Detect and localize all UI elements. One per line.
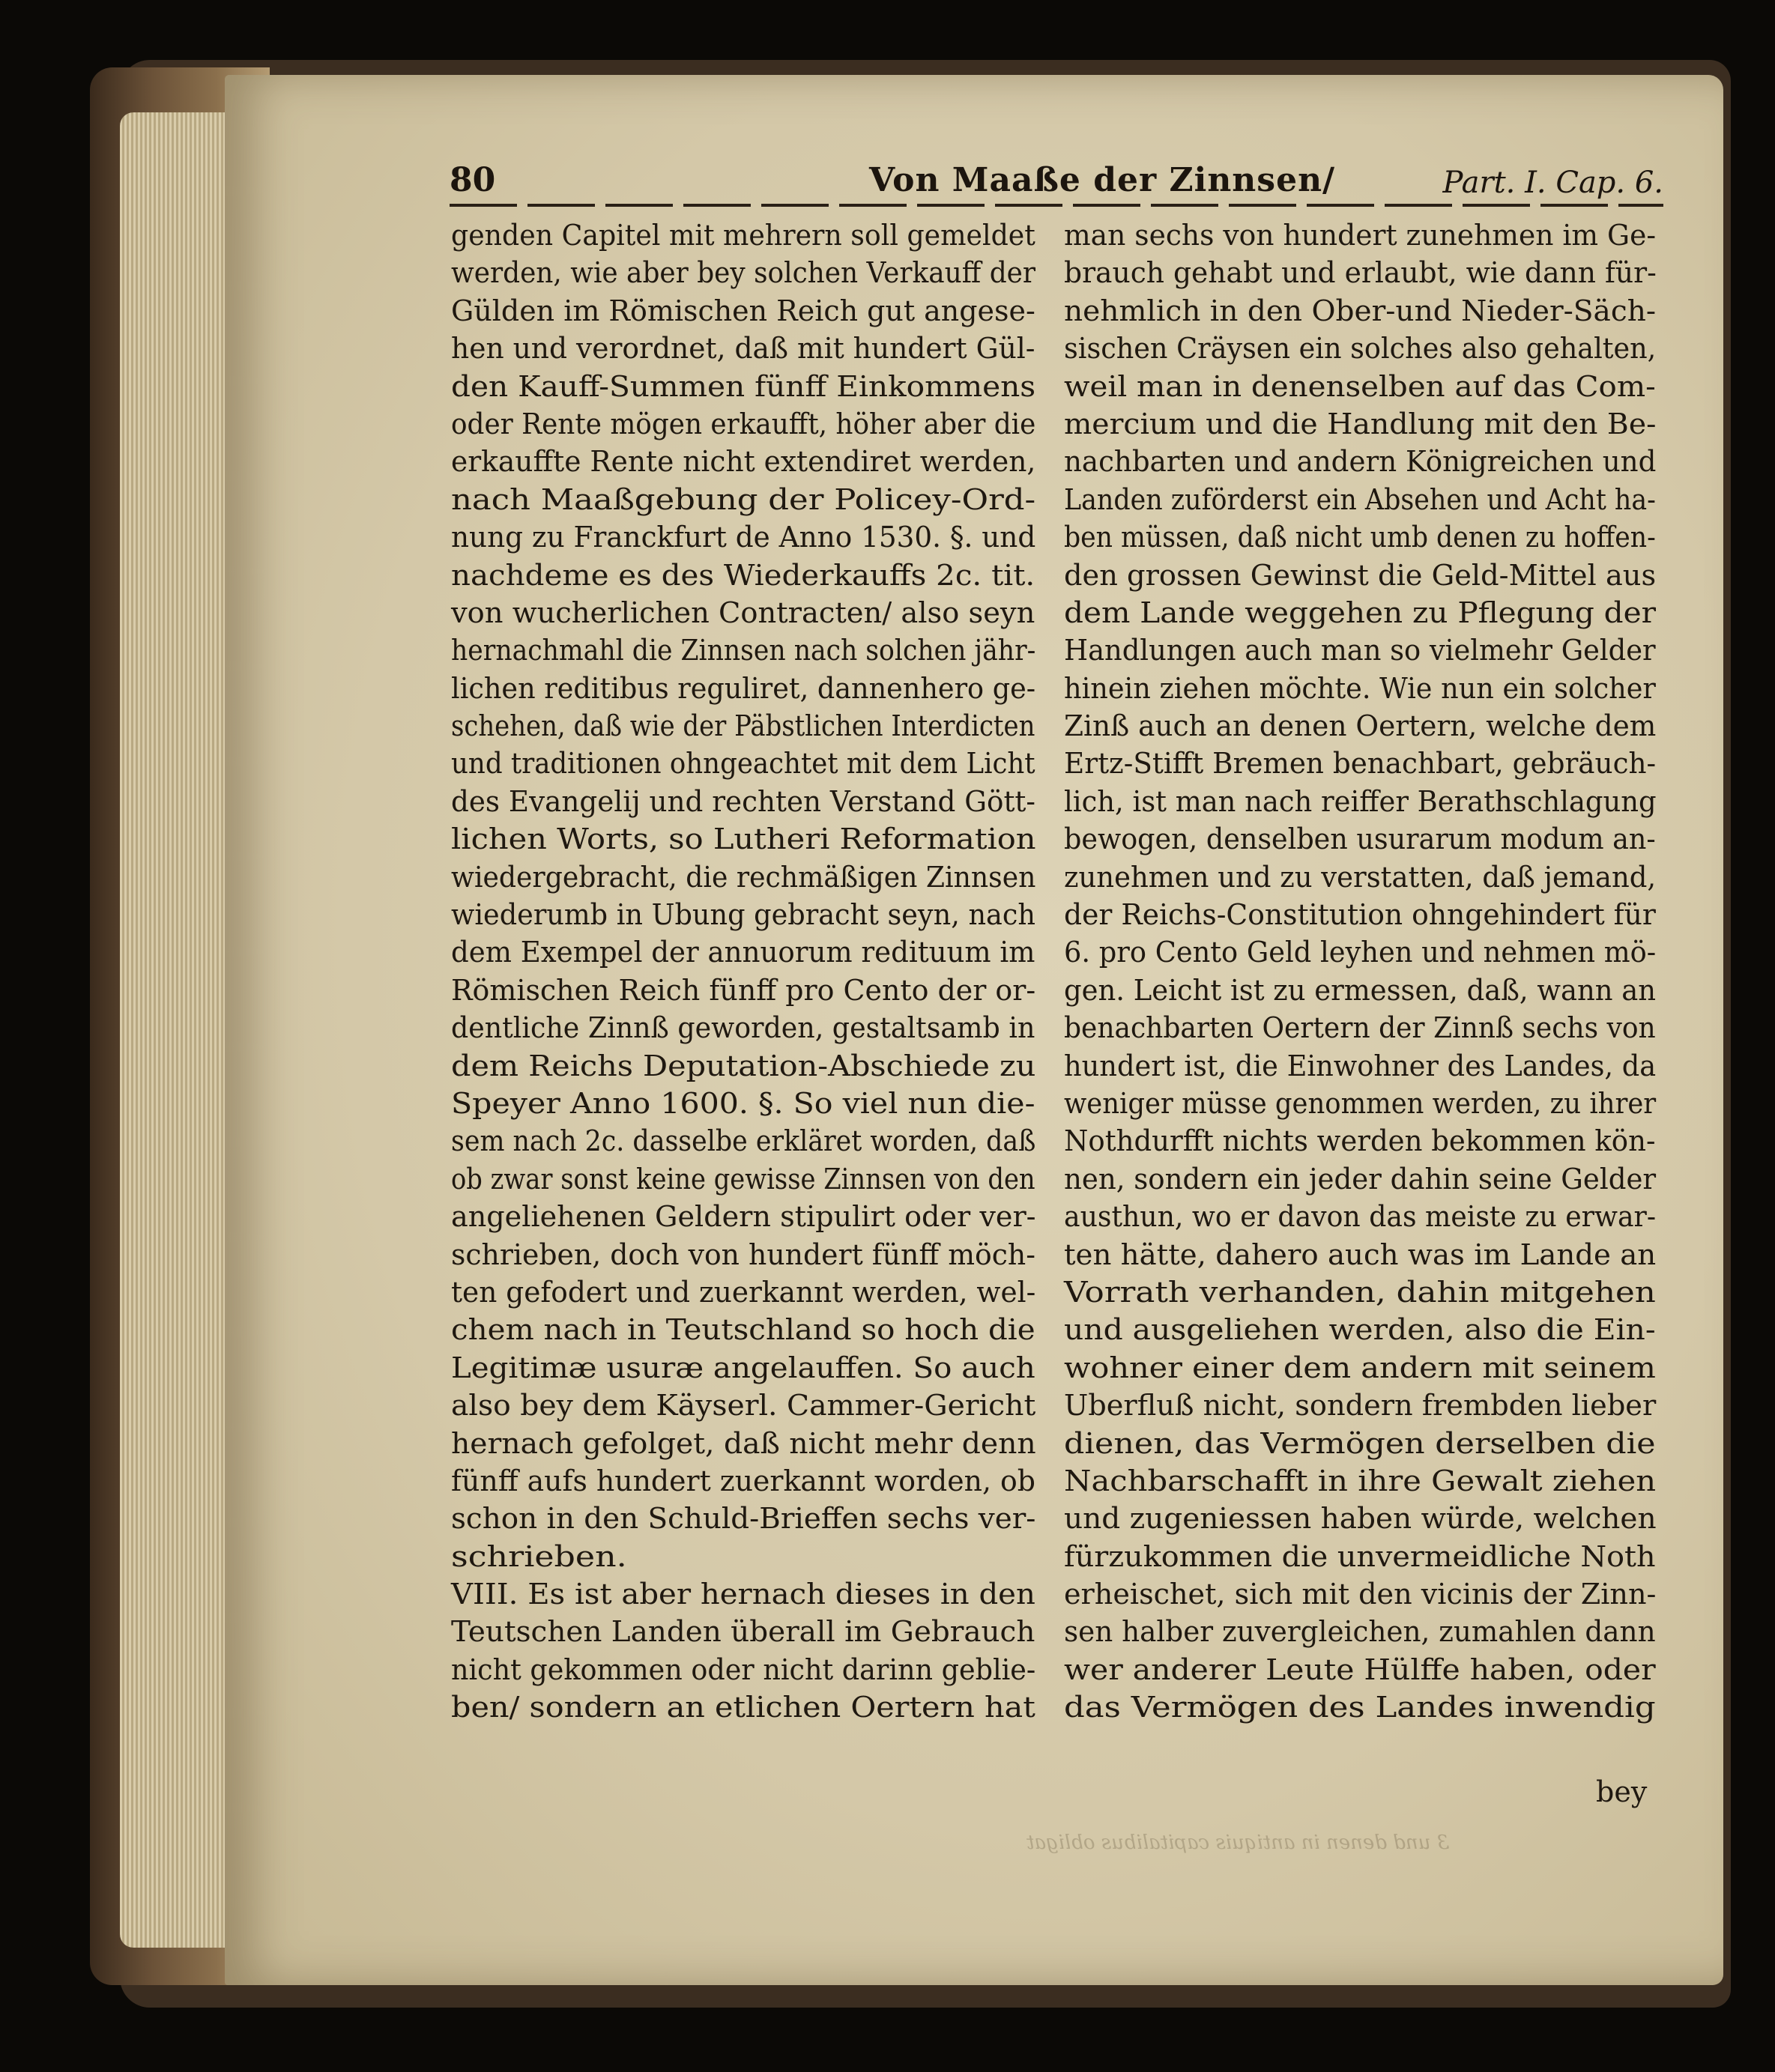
text-line: Uberfluß nicht, sondern frembden lieber xyxy=(1064,1389,1657,1423)
text-line: ben/ sondern an etlichen Oertern hat xyxy=(451,1691,1035,1725)
text-line: nehmlich in den Ober-und Nieder-Säch- xyxy=(1064,294,1657,328)
text-line: erheischet, sich mit den vicinis der Zinn- xyxy=(1064,1578,1657,1612)
text-line: des Evangelij und rechten Verstand Gött- xyxy=(451,784,1035,819)
text-line: Handlungen auch man so vielmehr Gelder xyxy=(1064,634,1656,668)
text-line: ten hätte, dahero auch was im Lande an xyxy=(1064,1238,1657,1272)
text-line: hen und verordnet, daß mit hundert Gül- xyxy=(451,332,1035,366)
text-line: dienen, das Vermögen derselben die xyxy=(1064,1426,1656,1461)
text-line: mercium und die Handlung mit den Be- xyxy=(1064,407,1657,441)
text-line: nen, sondern ein jeder dahin seine Gelder xyxy=(1064,1162,1657,1196)
text-line: nach Maaßgebung der Policey-Ord- xyxy=(451,482,1036,517)
text-line: 6. pro Cento Geld leyhen und nehmen mö- xyxy=(1064,936,1657,970)
text-line: VIII. Es ist aber hernach dieses in den xyxy=(451,1578,1035,1612)
text-line: weil man in denenselben auf das Com- xyxy=(1064,369,1656,404)
left-text-column xyxy=(451,217,1035,1727)
right-text-column xyxy=(1064,217,1656,1727)
text-line: austhun, wo er davon das meiste zu erwar- xyxy=(1064,1200,1657,1235)
text-line: nicht gekommen oder nicht darinn geblie- xyxy=(451,1653,1036,1687)
page-number: 80 xyxy=(450,161,496,199)
text-line: weniger müsse genommen werden, zu ihrer xyxy=(1064,1086,1657,1121)
text-line: Legitimæ usuræ angelauffen. So auch xyxy=(451,1351,1035,1385)
text-line: schehen, daß wie der Päbstlichen Interdicten xyxy=(451,709,1035,744)
text-line: sischen Cräysen ein solches also gehalten, xyxy=(1064,332,1657,366)
text-line: werden, wie aber bey solchen Verkauff der xyxy=(451,256,1036,291)
text-line: schrieben. xyxy=(451,1539,627,1574)
section-reference: Part. I. Cap. 6. xyxy=(1442,166,1663,200)
text-line: Speyer Anno 1600. §. So viel nun die- xyxy=(451,1086,1035,1121)
text-line: und zugeniessen haben würde, welchen xyxy=(1064,1502,1657,1536)
text-line: bewogen, denselben usurarum modum an- xyxy=(1064,823,1656,857)
text-line: fürzukommen die unvermeidliche Noth xyxy=(1064,1539,1656,1574)
text-line: dem Reichs Deputation-Abschiede zu xyxy=(451,1049,1036,1083)
text-line: wiederumb in Ubung gebracht seyn, nach xyxy=(451,898,1035,933)
text-line: benachbarten Oertern der Zinnß sechs von xyxy=(1064,1011,1656,1046)
text-line: sem nach 2c. dasselbe erkläret worden, daß xyxy=(451,1124,1036,1159)
text-line: genden Capitel mit mehrern soll gemeldet xyxy=(451,219,1035,252)
text-line: oder Rente mögen erkaufft, höher aber die xyxy=(451,407,1036,441)
running-head xyxy=(450,161,1663,206)
running-title: Von Maaße der Zinnsen/ xyxy=(869,161,1336,199)
text-line: chem nach in Teutschland so hoch die xyxy=(451,1313,1035,1348)
catchword: bey xyxy=(1596,1775,1648,1808)
text-line: wohner einer dem andern mit seinem xyxy=(1064,1351,1656,1385)
text-line: wiedergebracht, die rechmäßigen Zinnsen xyxy=(451,860,1036,894)
text-line: hinein ziehen möchte. Wie nun ein solcher xyxy=(1064,671,1656,706)
text-line: Landen zuförderst ein Absehen und Acht ha- xyxy=(1064,482,1656,517)
text-line: und traditionen ohngeachtet mit dem Licht xyxy=(451,747,1035,781)
text-line: Nachbarschafft in ihre Gewalt ziehen xyxy=(1064,1464,1657,1498)
show-through-text: 3 und denen in antiquis capitalibus obligat xyxy=(1026,1832,1450,1854)
text-line: das Vermögen des Landes inwendig xyxy=(1064,1691,1656,1725)
text-line: zunehmen und zu verstatten, daß jemand, xyxy=(1064,860,1657,894)
text-line: Römischen Reich fünff pro Cento der or- xyxy=(451,973,1036,1008)
text-line: wer anderer Leute Hülffe haben, oder xyxy=(1064,1653,1656,1687)
text-line: nachdeme es des Wiederkauffs 2c. tit. xyxy=(451,558,1035,593)
text-line: hernach gefolget, daß nicht mehr denn xyxy=(451,1426,1036,1461)
text-line: schon in den Schuld-Brieffen sechs ver- xyxy=(451,1502,1036,1536)
header-rule xyxy=(450,204,1663,207)
text-line: man sechs von hundert zunehmen im Ge- xyxy=(1064,219,1657,252)
text-line: Gülden im Römischen Reich gut angese- xyxy=(451,294,1035,328)
text-line: hundert ist, die Einwohner des Landes, da xyxy=(1064,1049,1657,1083)
text-line: erkauffte Rente nicht extendiret werden, xyxy=(451,445,1036,479)
text-line: nung zu Franckfurt de Anno 1530. §. und xyxy=(451,521,1036,555)
text-line: ten gefodert und zuerkannt werden, wel- xyxy=(451,1275,1036,1309)
text-line: also bey dem Käyserl. Cammer-Gericht xyxy=(451,1389,1036,1423)
text-line: Zinß auch an denen Oertern, welche dem xyxy=(1064,709,1657,744)
text-line: und ausgeliehen werden, also die Ein- xyxy=(1064,1313,1656,1348)
text-line: lichen Worts, so Lutheri Reformation xyxy=(451,823,1036,857)
text-line: schrieben, doch von hundert fünff möch- xyxy=(451,1238,1036,1272)
text-line: von wucherlichen Contracten/ also seyn xyxy=(451,596,1035,630)
text-line: brauch gehabt und erlaubt, wie dann für- xyxy=(1064,256,1657,291)
text-line: hernachmahl die Zinnsen nach solchen jähr- xyxy=(451,634,1036,668)
text-line: Nothdurfft nichts werden bekommen kön- xyxy=(1064,1124,1656,1159)
text-line: den grossen Gewinst die Geld-Mittel aus xyxy=(1064,558,1657,593)
text-line: nachbarten und andern Königreichen und xyxy=(1064,445,1657,479)
text-line: lichen reditibus reguliret, dannenhero ge- xyxy=(451,671,1036,706)
text-line: ben müssen, daß nicht umb denen zu hoffen- xyxy=(1064,521,1656,555)
text-line: fünff aufs hundert zuerkannt worden, ob xyxy=(451,1464,1035,1498)
text-line: dem Exempel der annuorum redituum im xyxy=(451,936,1035,970)
text-line: Vorrath verhanden, dahin mitgehen xyxy=(1064,1275,1656,1309)
text-line: angeliehenen Geldern stipulirt oder ver- xyxy=(451,1200,1036,1235)
text-line: Teutschen Landen überall im Gebrauch xyxy=(451,1615,1035,1650)
page-edges xyxy=(120,112,232,1948)
text-line: den Kauff-Summen fünff Einkommens xyxy=(451,369,1036,404)
text-line: dentliche Zinnß geworden, gestaltsamb in xyxy=(451,1011,1035,1046)
text-line: Ertz-Stifft Bremen benachbart, gebräuch- xyxy=(1064,747,1657,781)
text-line: ob zwar sonst keine gewisse Zinnsen von den xyxy=(451,1162,1035,1196)
text-line: der Reichs-Constitution ohngehindert für xyxy=(1064,898,1656,933)
text-line: lich, ist man nach reiffer Berathschlagung xyxy=(1064,784,1657,819)
text-line: sen halber zuvergleichen, zumahlen dann xyxy=(1064,1615,1656,1650)
text-line: dem Lande weggehen zu Pflegung der xyxy=(1064,596,1656,630)
text-line: gen. Leicht ist zu ermessen, daß, wann an xyxy=(1064,973,1657,1008)
